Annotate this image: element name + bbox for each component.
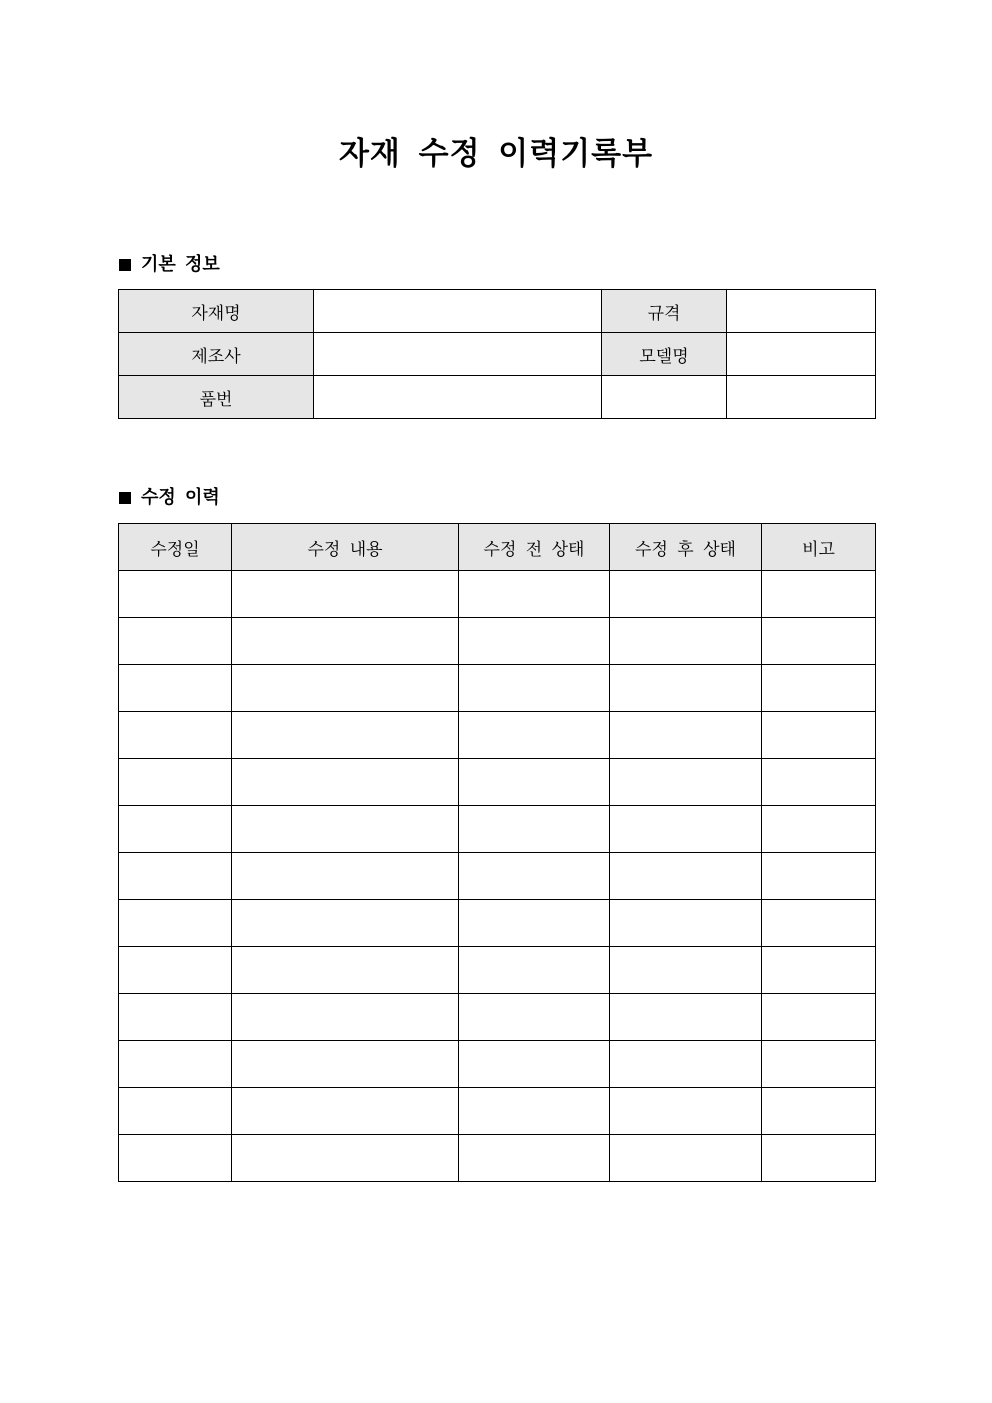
date-cell[interactable]	[119, 853, 232, 900]
table-row	[119, 1088, 876, 1135]
basic-info-table	[118, 289, 876, 419]
date-cell[interactable]	[119, 618, 232, 665]
date-cell[interactable]	[119, 759, 232, 806]
date-cell[interactable]	[119, 571, 232, 618]
column-header-before: 수정 전 상태	[459, 524, 610, 571]
remarks-cell[interactable]	[762, 900, 876, 947]
content-cell[interactable]	[232, 853, 459, 900]
content-cell[interactable]	[232, 1041, 459, 1088]
date-cell[interactable]	[119, 665, 232, 712]
model-name-field[interactable]	[727, 333, 876, 376]
label-manufacturer: 제조사	[119, 333, 314, 376]
before-cell[interactable]	[459, 947, 610, 994]
table-row	[119, 900, 876, 947]
material-name-field[interactable]	[314, 290, 602, 333]
square-bullet-icon	[119, 492, 131, 504]
content-cell[interactable]	[232, 712, 459, 759]
after-cell[interactable]	[610, 1135, 762, 1182]
date-cell[interactable]	[119, 900, 232, 947]
table-row	[119, 665, 876, 712]
after-cell[interactable]	[610, 712, 762, 759]
before-cell[interactable]	[459, 900, 610, 947]
label-model-name: 모델명	[602, 333, 727, 376]
remarks-cell[interactable]	[762, 618, 876, 665]
content-cell[interactable]	[232, 571, 459, 618]
square-bullet-icon	[119, 259, 131, 271]
date-cell[interactable]	[119, 1088, 232, 1135]
column-header-remarks: 비고	[762, 524, 876, 571]
date-cell[interactable]	[119, 1041, 232, 1088]
after-cell[interactable]	[610, 900, 762, 947]
remarks-cell[interactable]	[762, 1041, 876, 1088]
before-cell[interactable]	[459, 806, 610, 853]
content-cell[interactable]	[232, 1088, 459, 1135]
after-cell[interactable]	[610, 759, 762, 806]
table-row	[119, 712, 876, 759]
table-row	[119, 806, 876, 853]
before-cell[interactable]	[459, 1088, 610, 1135]
table-row	[119, 333, 876, 376]
date-cell[interactable]	[119, 994, 232, 1041]
table-row	[119, 290, 876, 333]
table-row	[119, 1041, 876, 1088]
section-heading-text: 수정 이력	[141, 487, 220, 508]
label-spec: 규격	[602, 290, 727, 333]
table-row	[119, 376, 876, 419]
column-header-date: 수정일	[119, 524, 232, 571]
after-cell[interactable]	[610, 994, 762, 1041]
table-row	[119, 759, 876, 806]
spec-field[interactable]	[727, 290, 876, 333]
after-cell[interactable]	[610, 853, 762, 900]
remarks-cell[interactable]	[762, 571, 876, 618]
after-cell[interactable]	[610, 1041, 762, 1088]
before-cell[interactable]	[459, 618, 610, 665]
content-cell[interactable]	[232, 900, 459, 947]
empty-value-cell[interactable]	[727, 376, 876, 419]
before-cell[interactable]	[459, 712, 610, 759]
document-title: 자재 수정 이력기록부	[338, 136, 654, 172]
remarks-cell[interactable]	[762, 665, 876, 712]
column-header-after: 수정 후 상태	[610, 524, 762, 571]
remarks-cell[interactable]	[762, 759, 876, 806]
after-cell[interactable]	[610, 665, 762, 712]
content-cell[interactable]	[232, 759, 459, 806]
section-heading-basic-info	[119, 253, 220, 277]
label-material-name: 자재명	[119, 290, 314, 333]
after-cell[interactable]	[610, 806, 762, 853]
part-number-field[interactable]	[314, 376, 602, 419]
before-cell[interactable]	[459, 759, 610, 806]
table-row	[119, 994, 876, 1041]
content-cell[interactable]	[232, 618, 459, 665]
section-heading-history	[119, 486, 220, 510]
content-cell[interactable]	[232, 806, 459, 853]
remarks-cell[interactable]	[762, 947, 876, 994]
date-cell[interactable]	[119, 806, 232, 853]
content-cell[interactable]	[232, 665, 459, 712]
remarks-cell[interactable]	[762, 853, 876, 900]
content-cell[interactable]	[232, 947, 459, 994]
label-part-number: 품번	[119, 376, 314, 419]
before-cell[interactable]	[459, 853, 610, 900]
content-cell[interactable]	[232, 994, 459, 1041]
section-heading-text: 기본 정보	[141, 254, 220, 275]
after-cell[interactable]	[610, 947, 762, 994]
date-cell[interactable]	[119, 712, 232, 759]
content-cell[interactable]	[232, 1135, 459, 1182]
after-cell[interactable]	[610, 1088, 762, 1135]
remarks-cell[interactable]	[762, 1088, 876, 1135]
table-row	[119, 1135, 876, 1182]
after-cell[interactable]	[610, 571, 762, 618]
before-cell[interactable]	[459, 1041, 610, 1088]
remarks-cell[interactable]	[762, 712, 876, 759]
date-cell[interactable]	[119, 947, 232, 994]
table-row	[119, 571, 876, 618]
remarks-cell[interactable]	[762, 994, 876, 1041]
table-row	[119, 618, 876, 665]
remarks-cell[interactable]	[762, 806, 876, 853]
table-row	[119, 853, 876, 900]
empty-label-cell	[602, 376, 727, 419]
before-cell[interactable]	[459, 665, 610, 712]
date-cell[interactable]	[119, 1135, 232, 1182]
after-cell[interactable]	[610, 618, 762, 665]
before-cell[interactable]	[459, 994, 610, 1041]
manufacturer-field[interactable]	[314, 333, 602, 376]
remarks-cell[interactable]	[762, 1135, 876, 1182]
history-table	[118, 523, 876, 1182]
before-cell[interactable]	[459, 571, 610, 618]
column-header-content: 수정 내용	[232, 524, 459, 571]
table-row	[119, 947, 876, 994]
history-body	[119, 571, 876, 1182]
before-cell[interactable]	[459, 1135, 610, 1182]
history-header-row	[119, 524, 876, 571]
